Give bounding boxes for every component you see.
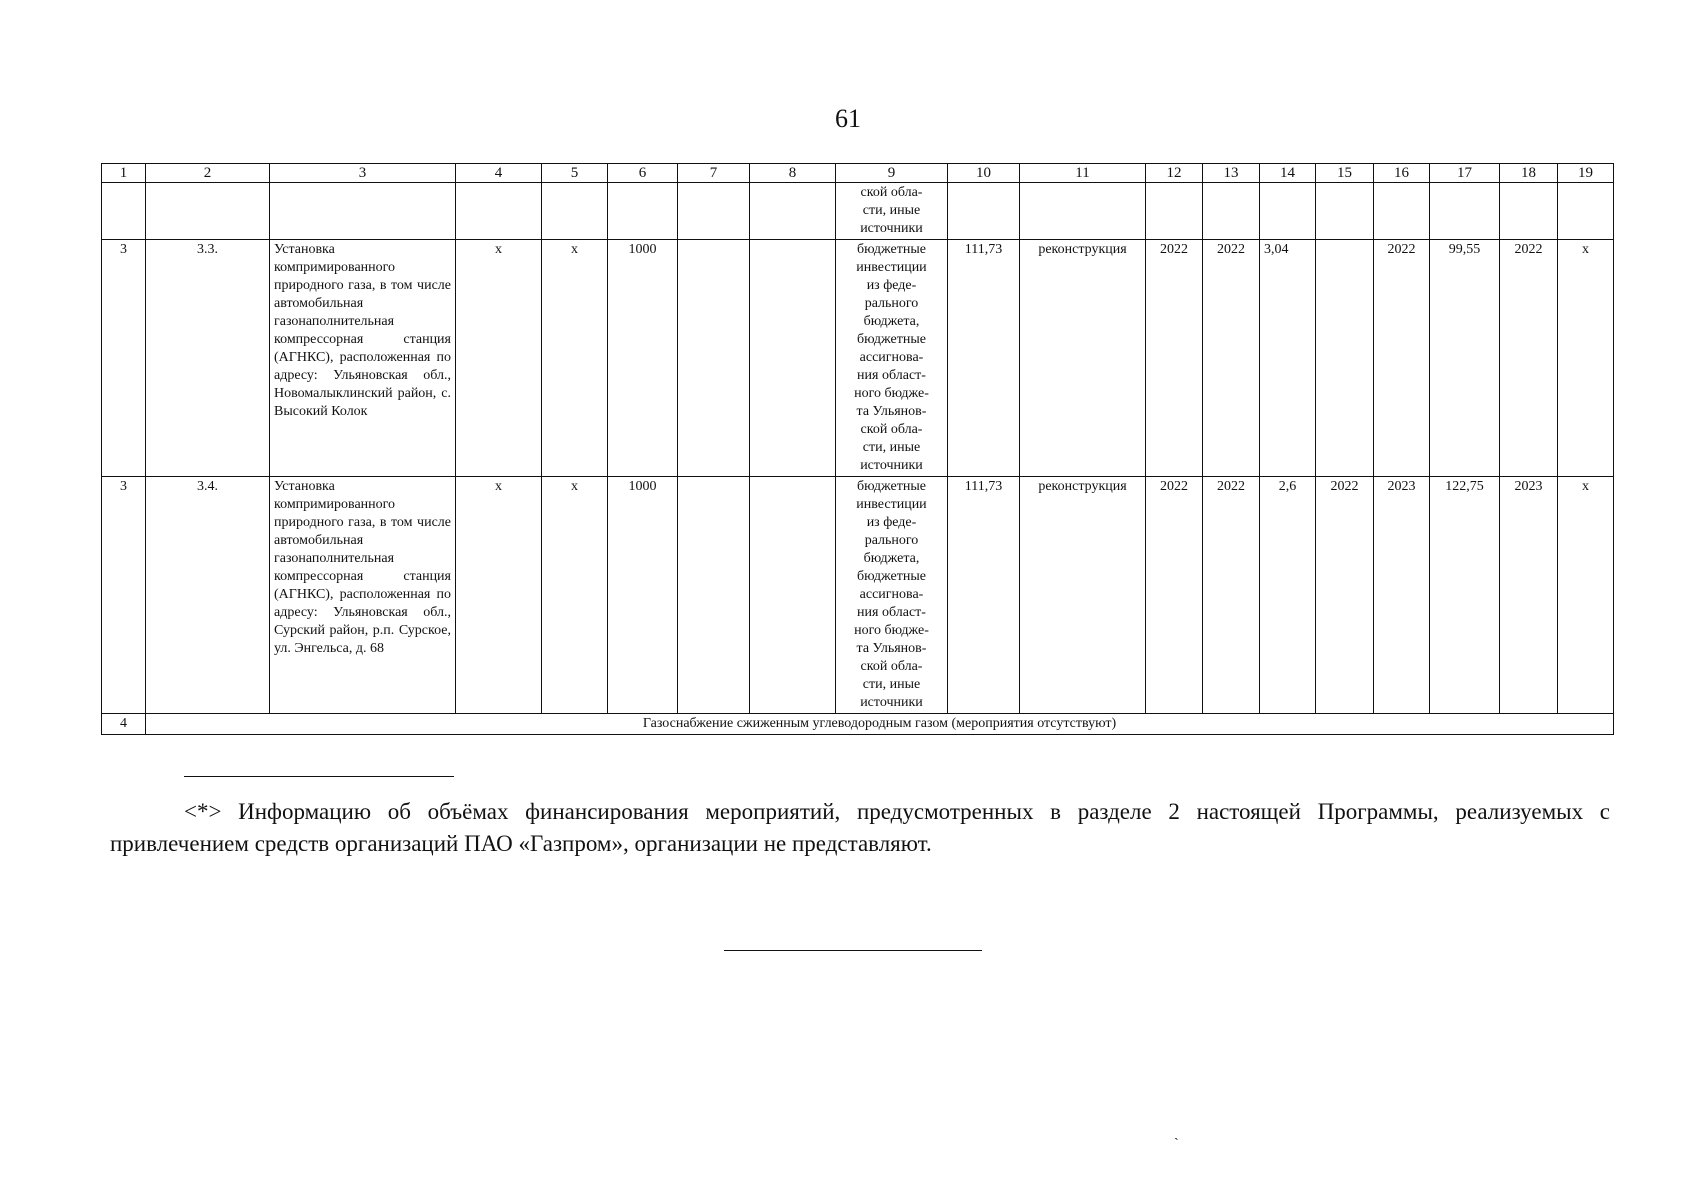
cell-col7: [678, 477, 750, 714]
cell-col19: х: [1558, 240, 1614, 477]
section-row: [102, 714, 1614, 735]
cell-col12: 2022: [1146, 240, 1203, 477]
cell-col7: [678, 240, 750, 477]
end-separator: [724, 950, 982, 951]
col-header: 13: [1203, 164, 1260, 183]
footnote-separator: [184, 776, 454, 777]
cell-col12: 2022: [1146, 477, 1203, 714]
cell-col11: реконструкция: [1020, 240, 1146, 477]
cell-col18: 2023: [1500, 477, 1558, 714]
page-number: 61: [835, 104, 861, 133]
cell-col17: 99,55: [1430, 240, 1500, 477]
cell-col6: 1000: [608, 240, 678, 477]
section-title: Газоснабжение сжиженным углеводородным газом (мероприятия отсутствуют): [146, 714, 1614, 735]
col-header: 2: [146, 164, 270, 183]
col-header: 15: [1316, 164, 1374, 183]
cell-section: 3: [102, 477, 146, 714]
cell-col16: 2022: [1374, 240, 1430, 477]
col-header: 4: [456, 164, 542, 183]
cell-col8: [750, 240, 836, 477]
cell-col17: 122,75: [1430, 477, 1500, 714]
col-header: 6: [608, 164, 678, 183]
cell-description: Установка компримированного природного газа, в том числе автомобильная газонаполнительная компрессорная станция (АГНКС), расположенная по адресу: Ульяновская обл., Новомалыклинский район, с. Высокий Колок: [270, 240, 456, 477]
continuation-row: [102, 183, 1614, 240]
stray-mark: ˏ: [1174, 1126, 1179, 1141]
col-header: 8: [750, 164, 836, 183]
cell-col4: х: [456, 477, 542, 714]
col-header: 5: [542, 164, 608, 183]
col-header: 18: [1500, 164, 1558, 183]
cell-col6: 1000: [608, 477, 678, 714]
cell-col15: [1316, 240, 1374, 477]
cell-col13: 2022: [1203, 240, 1260, 477]
cell-col14: 3,04: [1260, 240, 1316, 477]
cell-description: Установка компримированного природного газа, в том числе автомобильная газонаполнительная компрессорная станция (АГНКС), расположенная по адресу: Ульяновская обл., Сурский район, р.п. Сурское, ул. Энгельса, д. 68: [270, 477, 456, 714]
col-header: 11: [1020, 164, 1146, 183]
table-row: [102, 477, 1614, 714]
footnote: <*> Информацию об объёмах финансирования мероприятий, предусмотренных в разделе 2 настоящей Программы, реализуемых с привлечением средств организаций ПАО «Газпром», организации не представляют.: [110, 799, 1610, 856]
cell-item-number: 3.3.: [146, 240, 270, 477]
funding-source-cell: бюджетные инвестиции из феде- рального бюджета, бюджетные ассигнова- ния област- ного бюдже- та Ульянов- ской обла- сти, иные источники: [836, 240, 948, 477]
col-header: 17: [1430, 164, 1500, 183]
cell-col19: х: [1558, 477, 1614, 714]
cell-col4: х: [456, 240, 542, 477]
cell-col10: 111,73: [948, 240, 1020, 477]
table-row: [102, 240, 1614, 477]
col-header: 14: [1260, 164, 1316, 183]
cell-col5: х: [542, 240, 608, 477]
col-header: 19: [1558, 164, 1614, 183]
col-header: 3: [270, 164, 456, 183]
col-header: 1: [102, 164, 146, 183]
cell-col14: 2,6: [1260, 477, 1316, 714]
funding-source-cell: бюджетные инвестиции из феде- рального бюджета, бюджетные ассигнова- ния област- ного бюдже- та Ульянов- ской обла- сти, иные источники: [836, 477, 948, 714]
cell-col10: 111,73: [948, 477, 1020, 714]
funding-source-cell: ской обла- сти, иные источники: [836, 183, 948, 240]
cell-section: 3: [102, 240, 146, 477]
cell-col8: [750, 477, 836, 714]
column-number-row: [102, 164, 1614, 183]
col-header: 16: [1374, 164, 1430, 183]
cell-col16: 2023: [1374, 477, 1430, 714]
cell-col11: реконструкция: [1020, 477, 1146, 714]
cell-item-number: 3.4.: [146, 477, 270, 714]
cell-col18: 2022: [1500, 240, 1558, 477]
col-header: 10: [948, 164, 1020, 183]
col-header: 7: [678, 164, 750, 183]
col-header: 12: [1146, 164, 1203, 183]
cell-section: 4: [102, 714, 146, 735]
cell-col13: 2022: [1203, 477, 1260, 714]
col-header: 9: [836, 164, 948, 183]
cell-col5: х: [542, 477, 608, 714]
cell-col15: 2022: [1316, 477, 1374, 714]
program-table: [101, 163, 1614, 735]
